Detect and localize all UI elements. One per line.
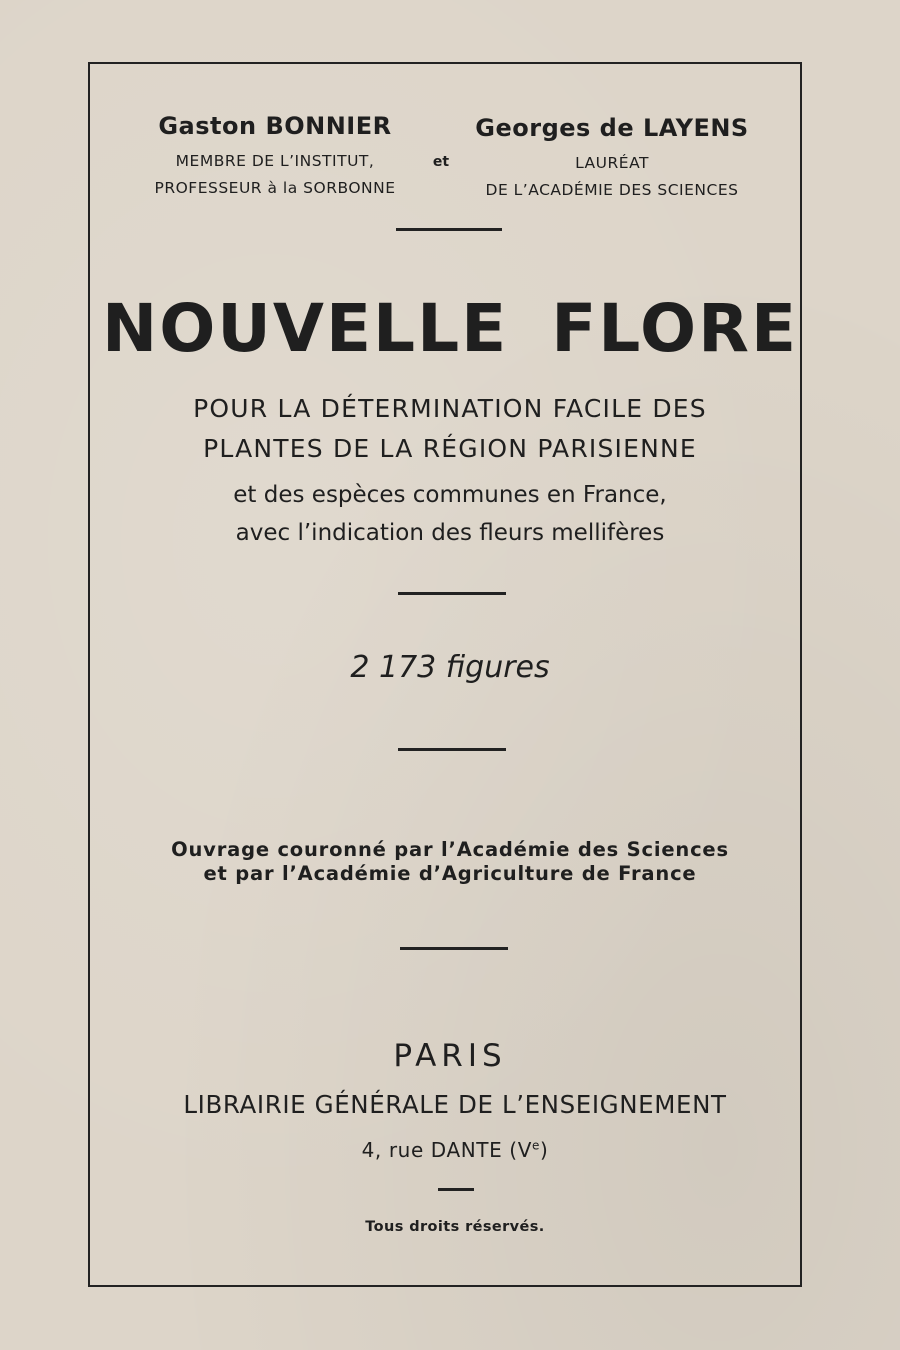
author-layens [462, 114, 762, 204]
author-bonnier [130, 112, 420, 202]
address-text: 4, rue DANTE (V [361, 1138, 532, 1162]
divider [396, 228, 502, 231]
author-name: Georges de LAYENS [475, 114, 749, 142]
author-conjunction: et [432, 154, 450, 170]
divider [398, 748, 506, 751]
book-title: NOUVELLE FLORE [101, 290, 799, 367]
subtitle-line: et des espèces communes en France, [233, 482, 667, 508]
author-title-line: DE L’ACADÉMIE DES SCIENCES [485, 181, 739, 199]
subtitle-line: PLANTES DE LA RÉGION PARISIENNE [203, 434, 697, 463]
award-line: Ouvrage couronné par l’Académie des Sciences [171, 838, 729, 861]
author-title-line: PROFESSEUR à la SORBONNE [154, 179, 396, 197]
subtitle-line: avec l’indication des fleurs mellifères [235, 520, 665, 546]
publisher-city: PARIS [393, 1038, 507, 1074]
author-title-line: MEMBRE DE L’INSTITUT, [175, 152, 375, 170]
address-superscript: e [532, 1138, 540, 1153]
rights-notice: Tous droits réservés. [365, 1219, 545, 1235]
publisher-address [100, 1138, 810, 1162]
divider [400, 947, 508, 950]
address-close: ) [539, 1138, 549, 1162]
author-name: Gaston BONNIER [158, 112, 392, 140]
author-title-line: LAURÉAT [575, 154, 649, 172]
subtitle-line: POUR LA DÉTERMINATION FACILE DES [193, 394, 707, 423]
divider [438, 1188, 474, 1191]
figure-count: 2 173 figures [350, 650, 550, 685]
award-line: et par l’Académie d’Agriculture de France [203, 862, 697, 885]
divider [398, 592, 506, 595]
publisher-name: LIBRAIRIE GÉNÉRALE DE L’ENSEIGNEMENT [183, 1090, 727, 1119]
